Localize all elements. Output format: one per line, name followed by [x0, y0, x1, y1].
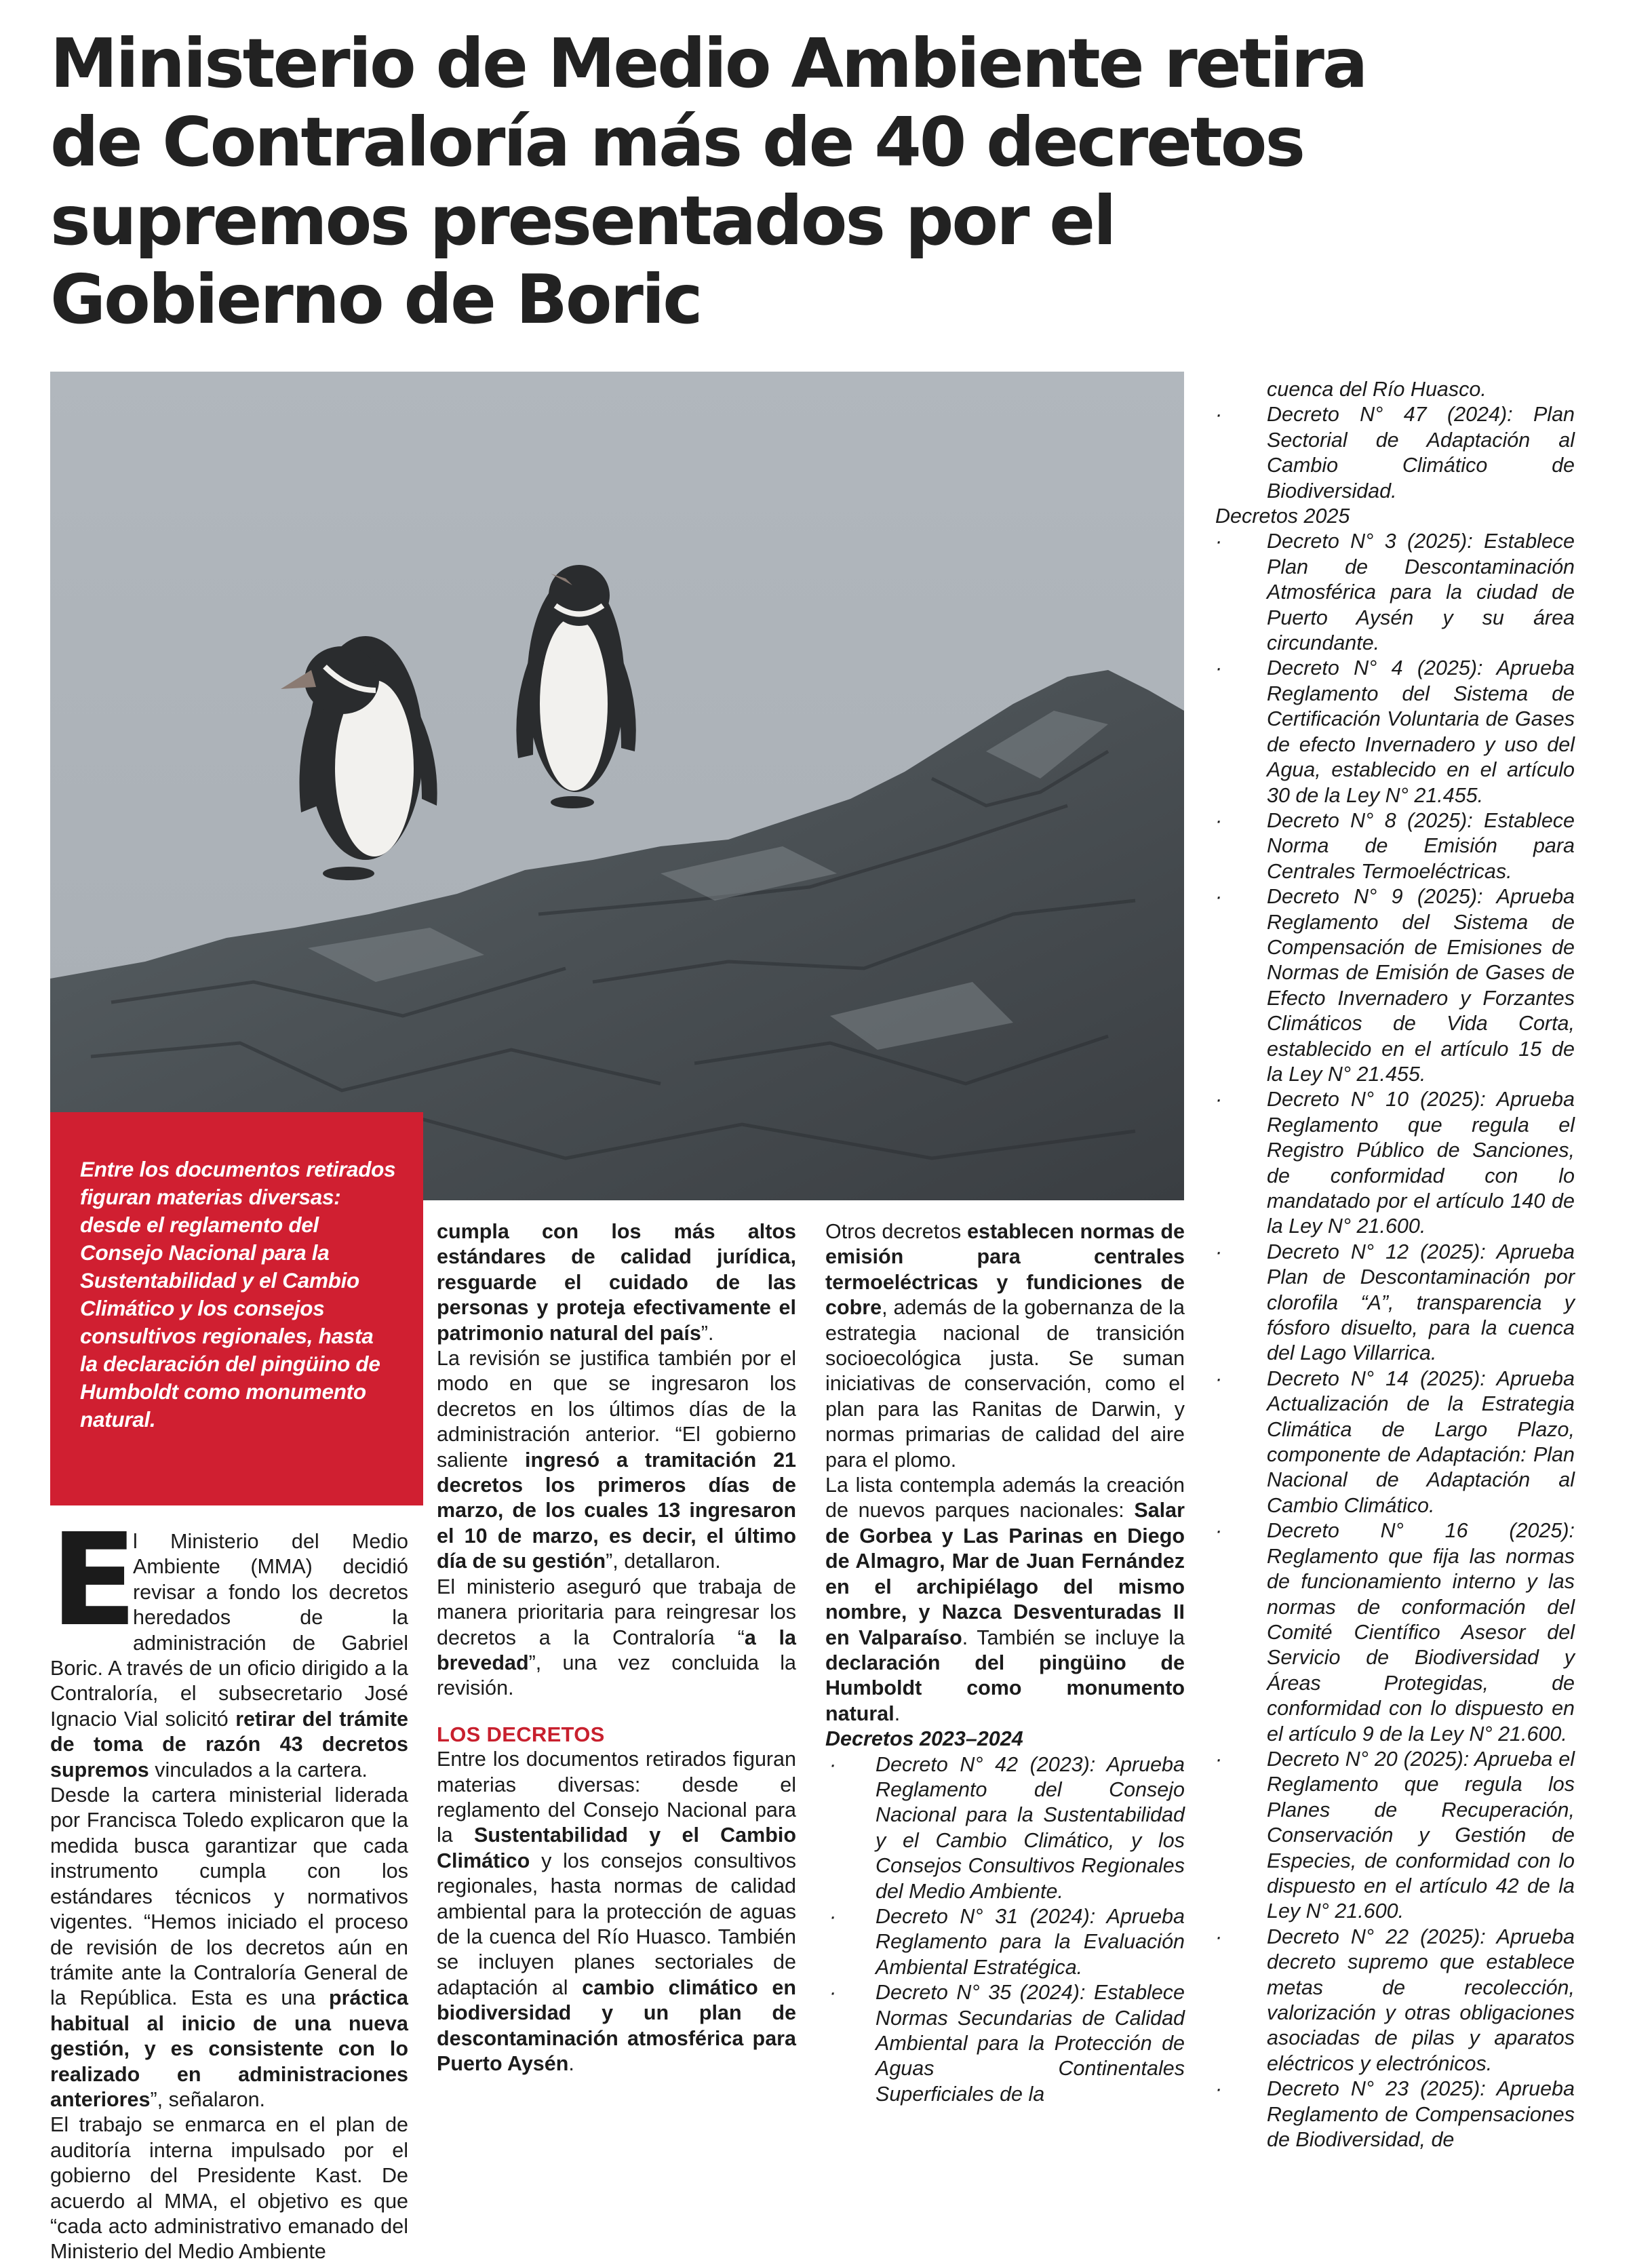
decree-item	[1215, 1366, 1575, 1518]
paragraph	[825, 1219, 1185, 1473]
headline-line: de Contraloría más de 40 decretos	[50, 102, 1304, 182]
emphasis: cumpla con los más altos estándares de calidad jurídica, resguarde el cuidado de las personas y proteja efectivamente el patrimonio natural del país	[437, 1220, 796, 1345]
text: .	[568, 2052, 574, 2075]
emphasis: Sustentabilidad y el Cambio Climático	[437, 1824, 797, 1872]
decree-item	[1215, 2076, 1575, 2152]
emphasis: a la brevedad	[437, 1626, 796, 1674]
decree-item	[1215, 1087, 1575, 1239]
text: ”, una vez concluida la revisión.	[437, 1651, 796, 1700]
decree-item-continued	[1215, 377, 1575, 402]
bullet: ·	[1215, 1088, 1223, 1111]
decree-item	[1215, 402, 1575, 504]
column-4	[1215, 377, 1575, 2152]
decree-text: Decreto N° 16 (2025): Reglamento que fija las normas de funcionamiento interno y las normas de conformación del Comité Científico Asesor del Servicio de Biodiversidad y Áreas Protegidas, de conformidad con lo dispuesto en el artículo 9 de la Ley N° 21.600.	[1267, 1519, 1575, 1746]
decree-text: Decreto N° 14 (2025): Aprueba Actualización de la Estrategia Climática de Largo Plazo, componente de Adaptación: Plan Nacional de Adaptación al Cambio Climático.	[1267, 1366, 1575, 1517]
decree-section-heading: Decretos 2025	[1215, 505, 1350, 528]
text: La lista contempla además la creación de nuevos parques nacionales:	[825, 1474, 1185, 1522]
decree-text: Decreto N° 20 (2025): Aprueba el Reglamento que regula los Planes de Recuperación, Conservación y Gestión de Especies, de conformidad con lo dispuesto en el artículo 42 de la Ley N° 21.600.	[1267, 1747, 1575, 1923]
column-3	[825, 1219, 1185, 2107]
emphasis: Salar de Gorbea y Las Parinas en Diego de Almagro, Mar de Juan Fernández en el archipiélago del mismo nombre, y Nazca Desventuradas II en Valparaíso	[825, 1499, 1185, 1649]
paragraph	[825, 1473, 1185, 1727]
text: , además de la gobernanza de la estrategia nacional de transición socioecológica justa. Se suman iniciativas de conservación, como el plan para las Ranitas de Darwin, y normas primarias de calidad del aire para el plomo.	[825, 1296, 1185, 1472]
decree-item	[825, 1904, 1185, 1980]
decree-text: Decreto N° 12 (2025): Aprueba Plan de Descontaminación por clorofila “A”, transparencia y fósforo disuelto, para la cuenca del Lago Villarrica.	[1267, 1240, 1575, 1365]
paragraph	[50, 1783, 408, 2112]
text: El trabajo se enmarca en el plan de auditoría interna impulsado por el gobierno del Presidente Kast. De acuerdo al MMA, el objetivo es que “cada acto administrativo emanado del Ministerio del Medio Ambiente	[50, 2113, 408, 2264]
dropcap	[50, 1506, 138, 1655]
decree-text: Decreto N° 9 (2025): Aprueba Reglamento del Sistema de Compensación de Emisiones de Normas de Emisión de Gases de Efecto Invernadero y Forzantes Climáticos de Vida Corta, establecido en el artículo 15 de la Ley N° 21.455.	[1267, 885, 1575, 1086]
text: ”, señalaron.	[150, 2087, 266, 2111]
text: l Ministerio del Medio Ambiente (MMA) decidió revisar a fondo los decretos heredados de la administración de Gabriel Boric. A través de un oficio dirigido a la Contraloría, el subsecretario José Ignacio Vial solicitó	[50, 1530, 408, 1731]
decree-item	[1215, 1747, 1575, 1925]
emphasis: cambio climático en biodiversidad y un plan de descontaminación atmosférica para Puerto Aysén	[437, 1975, 796, 2075]
paragraph	[437, 1346, 796, 1575]
bullet: ·	[1215, 1747, 1223, 1771]
decree-item	[1215, 1518, 1575, 1747]
decree-text: Decreto N° 31 (2024): Aprueba Reglamento para la Evaluación Ambiental Estratégica.	[876, 1904, 1185, 1979]
article-headline	[50, 24, 1508, 339]
paragraph	[437, 1747, 796, 2076]
emphasis: ingresó a tramitación 21 decretos los primeros días de marzo,	[437, 1448, 796, 1522]
decree-item	[1215, 529, 1575, 656]
emphasis: declaración del pingüino de Humboldt como monumento natural	[825, 1651, 1185, 1725]
decree-item	[825, 1980, 1185, 2107]
bullet: ·	[1215, 1366, 1223, 1390]
decree-section-heading: Decretos 2023–2024	[825, 1727, 1023, 1751]
bullet: ·	[1215, 885, 1223, 909]
decree-item	[1215, 656, 1575, 808]
bullet: ·	[1215, 2077, 1223, 2101]
section-subhead: LOS DECRETOS	[437, 1722, 605, 1746]
decree-text: Decreto N° 23 (2025): Aprueba Reglamento de Compensaciones de Biodiversidad, de	[1267, 2077, 1575, 2152]
text: vinculados a la cartera.	[149, 1758, 368, 1781]
decree-text: Decreto N° 10 (2025): Aprueba Reglamento que regula el Registro Público de Sanciones, de conformidad con lo mandatado por el artículo 140 de la Ley N° 21.600.	[1267, 1088, 1575, 1238]
bullet: ·	[1215, 530, 1223, 553]
decree-text: Decreto N° 47 (2024): Plan Sectorial de Adaptación al Cambio Climático de Biodiversidad.	[1267, 403, 1575, 503]
text: La revisión se justifica también por el modo en que se ingresaron los decretos en los últimos días de la administración anterior. “El gobierno saliente	[437, 1347, 796, 1472]
text: .	[894, 1701, 901, 1725]
decree-text: Decreto N° 8 (2025): Establece Norma de Emisión para Centrales Termoeléctricas.	[1267, 808, 1575, 883]
bullet: ·	[1215, 1519, 1223, 1543]
decree-text: Decreto N° 4 (2025): Aprueba Reglamento del Sistema de Certificación Voluntaria de Gases de efecto Invernadero y uso del Agua, establecido en el artículo 30 de la Ley N° 21.455.	[1267, 656, 1575, 807]
paragraph	[50, 2112, 408, 2264]
bullet: ·	[1215, 403, 1223, 427]
decree-text: Decreto N° 3 (2025): Establece Plan de Descontaminación Atmosférica para la ciudad de Puerto Aysén y su área circundante.	[1267, 530, 1575, 655]
paragraph	[437, 1219, 796, 1346]
decree-text: Decreto N° 22 (2025): Aprueba decreto supremo que establece metas de recolección, valorización y otras obligaciones asociadas de pilas y aparatos eléctricos y electrónicos.	[1267, 1925, 1575, 2075]
pull-quote-text: Entre los documentos retirados figuran materias diversas: desde el reglamento del Consejo Nacional para la Sustentabilidad y el Cambio Climático y los consejos consultivos regionales, hasta la declaración del pingüino de Humboldt como monumento natural.	[80, 1157, 396, 1432]
paragraph	[50, 1506, 408, 1783]
bullet: ·	[1215, 1925, 1223, 1948]
text: Desde la cartera ministerial liderada por Francisca Toledo explicaron que la medida busca garantizar que cada instrumento cumpla con los estándares técnicos y normativos vigentes. “Hemos iniciado el proceso de revisión de los decretos aún en trámite ante la Contraloría General de la República. Esta es una	[50, 1784, 408, 2010]
decree-item	[1215, 884, 1575, 1087]
emphasis: práctica habitual al inicio de una nueva gestión, y es consistente con lo realizado en administraciones anteriores	[50, 1986, 408, 2111]
penguins-photo	[50, 372, 1184, 1200]
emphasis: retirar del trámite de toma de razón 43 decretos supremos	[50, 1707, 408, 1781]
column-1	[50, 1506, 408, 2265]
decree-text: Decreto N° 35 (2024): Establece Normas Secundarias de Calidad Ambiental para la Protección de Aguas Continentales Superficiales de la	[876, 1981, 1185, 2106]
text: Entre los documentos retirados figuran materias diversas: desde el reglamento del Consejo Nacional para la	[437, 1748, 796, 1847]
bullet: ·	[829, 1752, 837, 1776]
text: . También se incluye la	[962, 1626, 1185, 1649]
bullet: ·	[1215, 1240, 1223, 1263]
decree-item	[1215, 1240, 1575, 1366]
headline-line: Ministerio de Medio Ambiente retira	[50, 24, 1366, 103]
pull-quote-box	[50, 1112, 423, 1505]
bullet: ·	[829, 1981, 837, 2005]
headline-line: supremos presentados por el	[50, 181, 1115, 260]
text: Otros decretos	[825, 1220, 968, 1243]
svg-text:E: E	[50, 1506, 138, 1655]
emphasis: de los cuales 13 ingresaron el 10 de marzo, es decir, el último día de su gestión	[437, 1499, 797, 1573]
decree-text: Decreto N° 42 (2023): Aprueba Reglamento del Consejo Nacional para la Sustentabilidad y el Cambio Climático, y los Consejos Consultivos Regionales del Medio Ambiente.	[876, 1752, 1185, 1903]
bullet: ·	[1215, 656, 1223, 680]
emphasis: establecen normas de emisión para centrales termoeléctricas y fundiciones de cobre	[825, 1220, 1185, 1320]
decree-text: cuenca del Río Huasco.	[1267, 378, 1487, 401]
paragraph	[437, 1575, 796, 1701]
bullet: ·	[1215, 808, 1223, 832]
decree-item	[825, 1752, 1185, 1904]
text: ”, detallaron.	[606, 1550, 721, 1573]
text: ”.	[701, 1321, 714, 1345]
column-2	[437, 1219, 796, 2076]
bullet: ·	[829, 1904, 837, 1928]
decree-item	[1215, 808, 1575, 884]
text: y los consejos consultivos regionales, hasta normas de calidad ambiental para la protección de aguas de la cuenca del Río Huasco. También se incluyen planes sectoriales de adaptación al	[437, 1849, 796, 1999]
decree-item	[1215, 1925, 1575, 2076]
text: El ministerio aseguró que trabaja de manera prioritaria para reingresar los decretos a la Contraloría “	[437, 1575, 796, 1649]
headline-line: Gobierno de Boric	[50, 260, 701, 339]
